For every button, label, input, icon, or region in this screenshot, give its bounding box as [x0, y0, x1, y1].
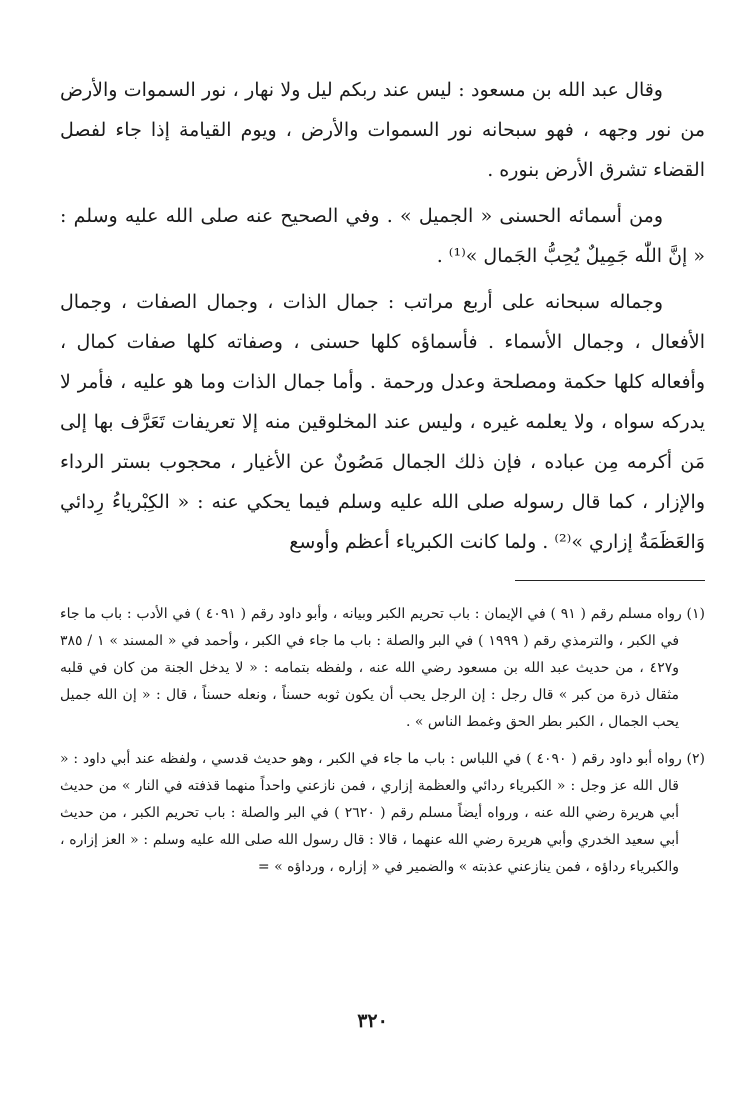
footnotes: [60, 601, 705, 881]
footnote-separator: [515, 580, 705, 581]
footnote: (٢) رواه أبو داود رقم ( ٤٠٩٠ ) في اللباس : باب ما جاء في الكبر ، وهو حديث قدسي ، ولفظه عند أبي داود : « قال الله عز وجل : « الكبرياء ردائي والعظمة إزاري ، فمن نازعني واحداً منهما قذفته في النار » من حديث أبي هريرة رضي الله عنه ، ورواه أيضاً مسلم رقم ( ٢٦٢٠ ) في البر والصلة : باب تحريم الكبر ، من حديث أبي سعيد الخدري وأبي هريرة رضي الله عنهما ، قالا : قال رسول الله صلى الله عليه وسلم : « العز إزاره ، والكبرياء رداؤه ، فمن ينازعني عذبته » والضمير في « إزاره ، ورداؤه » =: [60, 751, 705, 875]
paragraph: ومن أسمائه الحسنى « الجميل » . وفي الصحيح عنه صلى الله عليه وسلم : « إنَّ اللّٰه جَمِيلٌ يُحِبُّ الجَمال »⁽¹⁾ .: [60, 205, 705, 267]
main-text: [60, 70, 705, 562]
page-number: ٣٢٠: [357, 1010, 388, 1032]
paragraph: وجماله سبحانه على أربع مراتب : جمال الذات ، وجمال الصفات ، وجمال الأفعال ، وجمال الأسماء . فأسماؤه كلها حسنى ، وصفاته كلها صفات كمال ، وأفعاله كلها حكمة ومصلحة وعدل ورحمة . وأما جمال الذات وما هو عليه ، فأمر لا يدركه سواه ، ولا يعلمه غيره ، وليس عند المخلوقين منه إلا تعريفات تَعَرَّف بها إلى مَن أكرمه مِن عباده ، فإن ذلك الجمال مَصُونٌ عن الأغيار ، محجوب بستر الرداء والإزار ، كما قال رسوله صلى الله عليه وسلم فيما يحكي عنه : « الكِبْرياءُ رِدائي وَالعَظَمَةُ إزاري »⁽²⁾ . ولما كانت الكبرياء أعظم وأوسع: [60, 291, 705, 553]
page: [60, 70, 705, 1096]
footnote: (١) رواه مسلم رقم ( ٩١ ) في الإيمان : باب تحريم الكبر وبيانه ، وأبو داود رقم ( ٤٠٩١ ) في الأدب : باب ما جاء في الكبر ، والترمذي رقم ( ١٩٩٩ ) في البر والصلة : باب ما جاء في الكبر ، وأحمد في « المسند » ١ / ٣٨٥ و٤٢٧ ، من حديث عبد الله بن مسعود رضي الله عنه ، ولفظه بتمامه : « لا يدخل الجنة من كان في قلبه مثقال ذرة من كبر » قال رجل : إن الرجل يحب أن يكون ثوبه حسناً ، ونعله حسناً ، قال : « إن الله جميل يحب الجمال ، الكبر بطر الحق وغمط الناس » .: [60, 606, 705, 730]
paragraph: وقال عبد الله بن مسعود : ليس عند ربكم ليل ولا نهار ، نور السموات والأرض من نور وجهه ، فهو سبحانه نور السموات والأرض ، ويوم القيامة إذا جاء لفصل القضاء تشرق الأرض بنوره .: [60, 79, 705, 181]
